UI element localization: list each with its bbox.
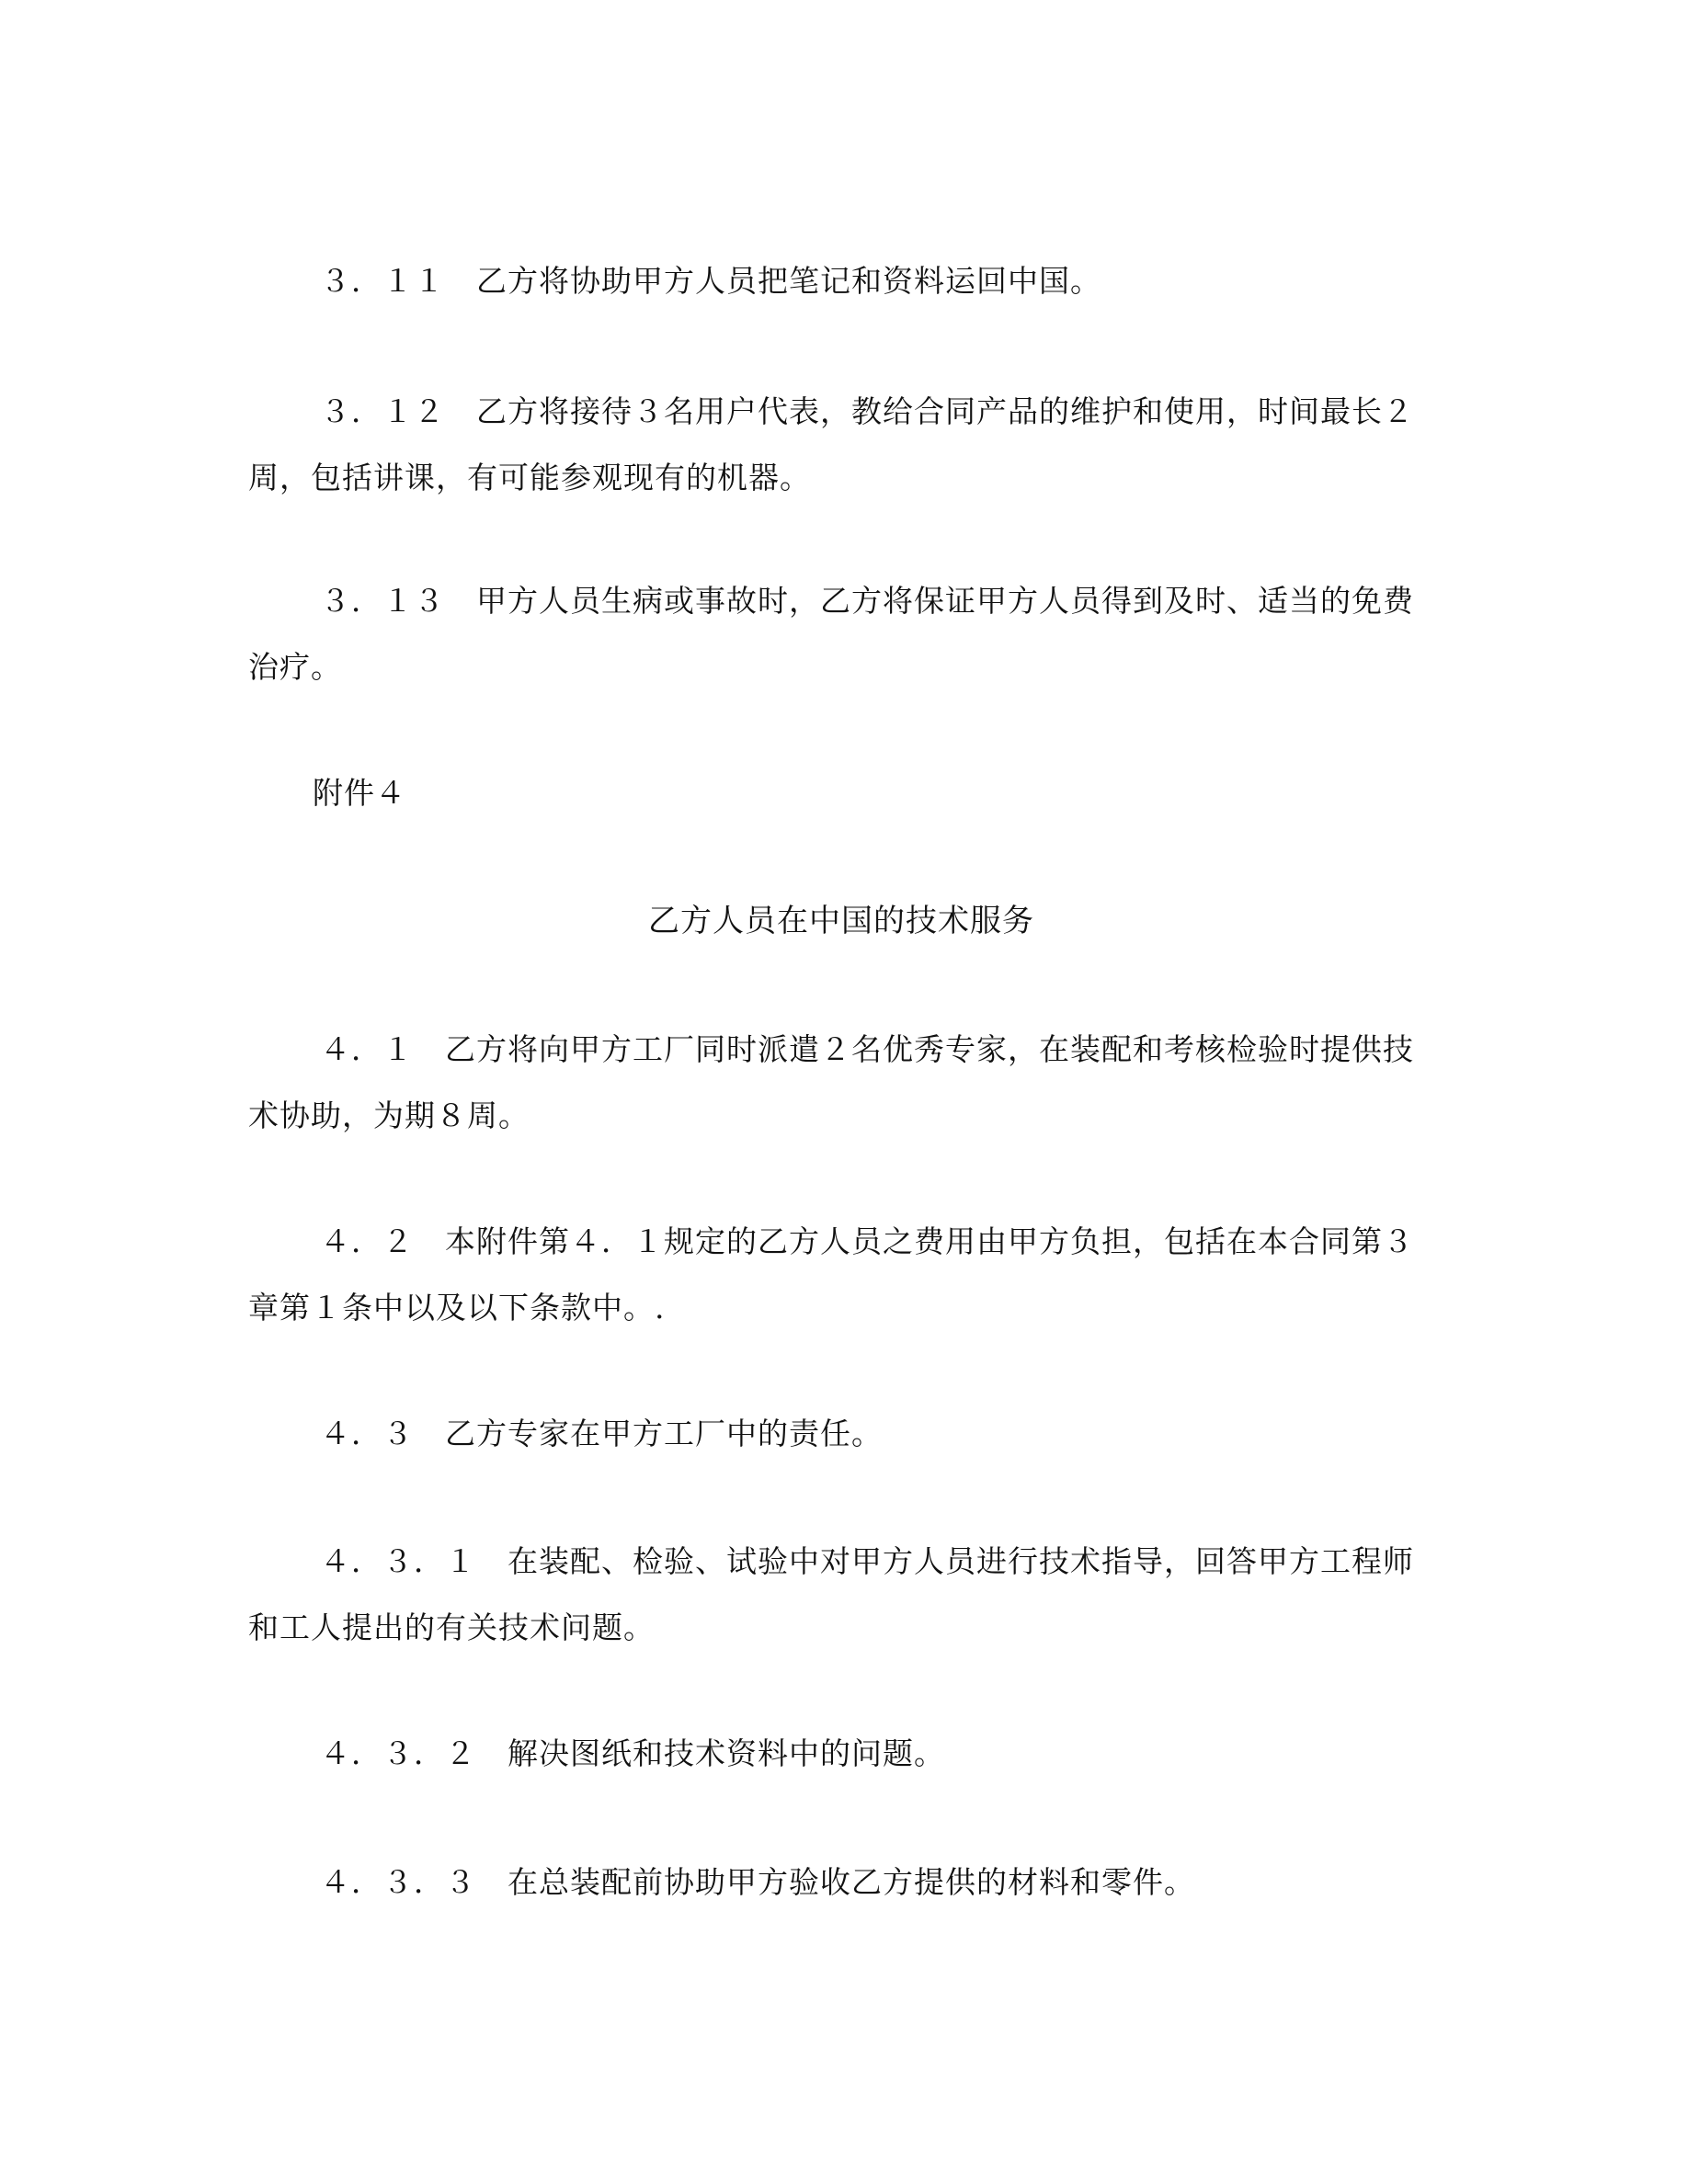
clause-4-3-1: ４．３．１ 在装配、检验、试验中对甲方人员进行技术指导，回答甲方工程师和工人提出的有关技术问题。 — [248, 1543, 1414, 1645]
section-title: 乙方人员在中国的技术服务 — [648, 903, 1034, 939]
clause-3-12: ３．１２ 乙方将接待３名用户代表，教给合同产品的维护和使用，时间最长２周，包括讲课，有可能参观现有的机器。 — [248, 393, 1414, 495]
clause-4-1: ４．１ 乙方将向甲方工厂同时派遣２名优秀专家，在装配和考核检验时提供技术协助，为期８周。 — [248, 1031, 1414, 1133]
clause-3-11: ３．１１ 乙方将协助甲方人员把笔记和资料运回中国。 — [320, 263, 1101, 299]
clause-3-13: ３．１３ 甲方人员生病或事故时，乙方将保证甲方人员得到及时、适当的免费治疗。 — [248, 583, 1414, 685]
annex-label: 附件４ — [313, 775, 406, 811]
clause-4-2: ４．２ 本附件第４．１规定的乙方人员之费用由甲方负担，包括在本合同第３章第１条中以及以下条款中。. — [248, 1223, 1414, 1325]
clause-4-3: ４．３ 乙方专家在甲方工厂中的责任。 — [320, 1416, 883, 1451]
clause-4-3-2: ４．３．２ 解决图纸和技术资料中的问题。 — [320, 1735, 945, 1771]
clause-4-3-3: ４．３．３ 在总装配前协助甲方验收乙方提供的材料和零件。 — [320, 1864, 1195, 1900]
